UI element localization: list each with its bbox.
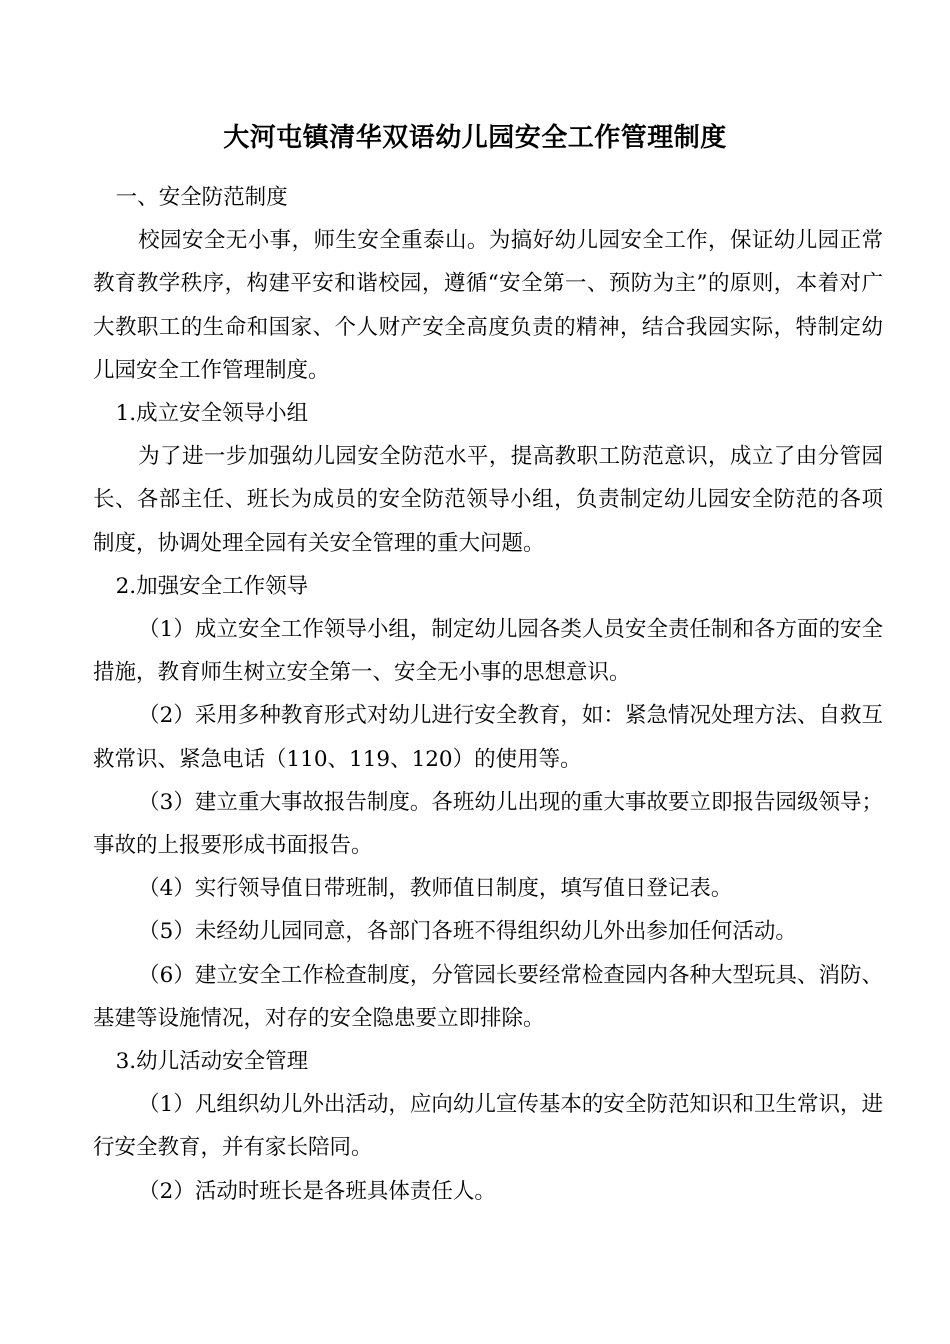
list-item: （4）实行领导值日带班制，教师值日制度，填写值日登记表。 [138, 876, 733, 902]
paragraph: 校园安全无小事，师生安全重泰山。为搞好幼儿园安全工作，保证幼儿园正常教育教学秩序，构建平安和谐校园，遵循“安全第一、预防为主”的原则，本着对广大教职工的生命和国家、个人财产安全高度负责的精神，结合我园实际，特制定幼儿园安全工作管理制度。 [93, 228, 883, 383]
subsection-heading: 1.成立安全领导小组 [115, 401, 309, 427]
paragraph: 为了进一步加强幼儿园安全防范水平，提高教职工防范意识，成立了由分管园长、各部主任、班长为成员的安全防范领导小组，负责制定幼儿园安全防范的各项制度，协调处理全园有关安全管理的重大问题。 [93, 444, 883, 556]
list-item: （5）未经幼儿园同意，各部门各班不得组织幼儿外出参加任何活动。 [138, 919, 797, 945]
list-item: （2）活动时班长是各班具体责任人。 [138, 1178, 496, 1204]
list-item: （1）成立安全工作领导小组，制定幼儿园各类人员安全责任制和各方面的安全措施，教育师生树立安全第一、安全无小事的思想意识。 [93, 617, 883, 686]
list-item: （2）采用多种教育形式对幼儿进行安全教育，如：紧急情况处理方法、自救互救常识、紧急电话（110、119、120）的使用等。 [93, 703, 883, 772]
list-item: （6）建立安全工作检查制度，分管园长要经常检查园内各种大型玩具、消防、基建等设施情况，对存的安全隐患要立即排除。 [93, 962, 883, 1031]
subsection-heading: 3.幼儿活动安全管理 [115, 1049, 309, 1075]
document-title: 大河屯镇清华双语幼儿园安全工作管理制度 [223, 123, 727, 153]
list-item: （3）建立重大事故报告制度。各班幼儿出现的重大事故要立即报告园级领导；事故的上报要形成书面报告。 [93, 789, 883, 859]
document-body [93, 176, 883, 1213]
subsection-heading: 2.加强安全工作领导 [115, 573, 309, 599]
list-item: （1）凡组织幼儿外出活动，应向幼儿宣传基本的安全防范知识和卫生常识，进行安全教育，并有家长陪同。 [93, 1092, 883, 1161]
section-heading: 一、安全防范制度 [115, 185, 288, 210]
